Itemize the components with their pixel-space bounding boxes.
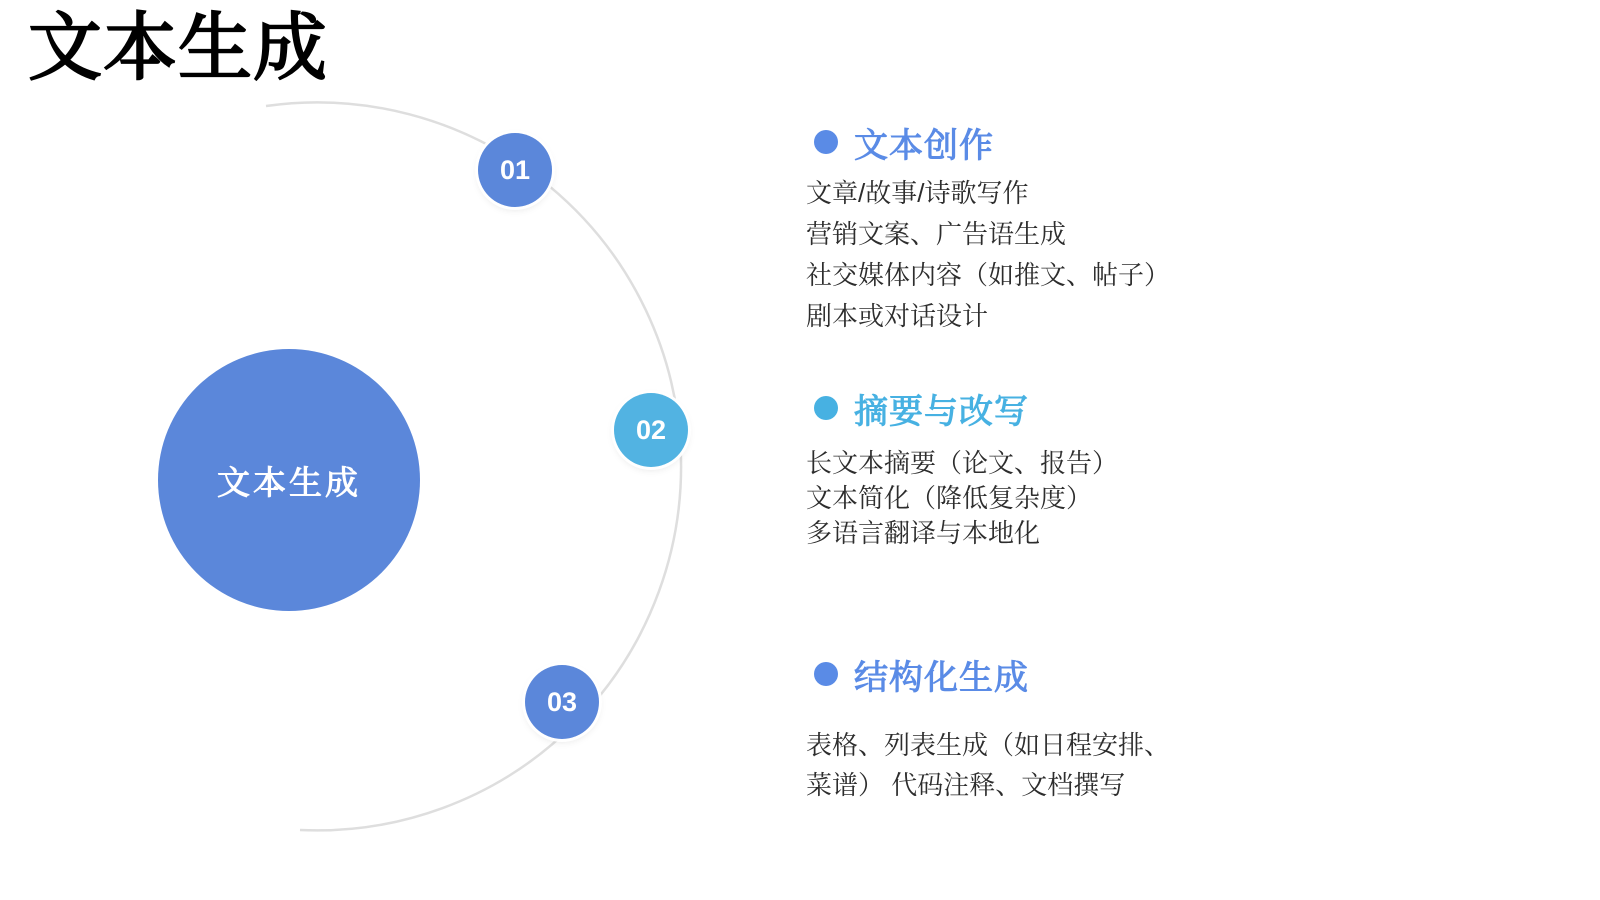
section-body-summary-rewrite [806, 446, 1118, 551]
bullet-dot-icon [814, 662, 838, 686]
section-line: 文章/故事/诗歌写作 [806, 178, 1029, 208]
section-heading-label: 结构化生成 [854, 658, 1029, 697]
center-circle-label: 文本生成 [217, 463, 361, 501]
section-heading-label: 文本创作 [854, 126, 994, 165]
section-line: 多语言翻译与本地化 [806, 518, 1041, 548]
page-title: 文本生成 [28, 6, 328, 89]
bullet-dot-icon [814, 396, 838, 420]
section-line: 长文本摘要（论文、报告） [806, 448, 1119, 478]
step-marker-01-label: 01 [499, 154, 531, 185]
section-line: 剧本或对话设计 [806, 301, 989, 331]
step-marker-02-label: 02 [635, 414, 667, 445]
section-line: 表格、列表生成（如日程安排、 [806, 730, 1171, 760]
section-heading-text-creation [814, 118, 994, 166]
section-body-text-creation [806, 173, 1170, 337]
section-body-structured-generation [806, 725, 1170, 805]
section-line: 菜谱） 代码注释、文档撰写 [806, 770, 1126, 800]
step-marker-02 [614, 393, 688, 467]
step-marker-01 [478, 133, 552, 207]
step-marker-03-label: 03 [546, 686, 578, 717]
step-marker-03 [525, 665, 599, 739]
section-heading-label: 摘要与改写 [854, 392, 1029, 431]
section-line: 营销文案、广告语生成 [806, 219, 1067, 249]
section-line: 文本简化（降低复杂度） [806, 483, 1093, 513]
section-heading-structured-generation [814, 650, 1029, 698]
section-heading-summary-rewrite [814, 384, 1029, 432]
section-line: 社交媒体内容（如推文、帖子） [806, 260, 1171, 290]
center-circle [158, 349, 420, 611]
bullet-dot-icon [814, 130, 838, 154]
